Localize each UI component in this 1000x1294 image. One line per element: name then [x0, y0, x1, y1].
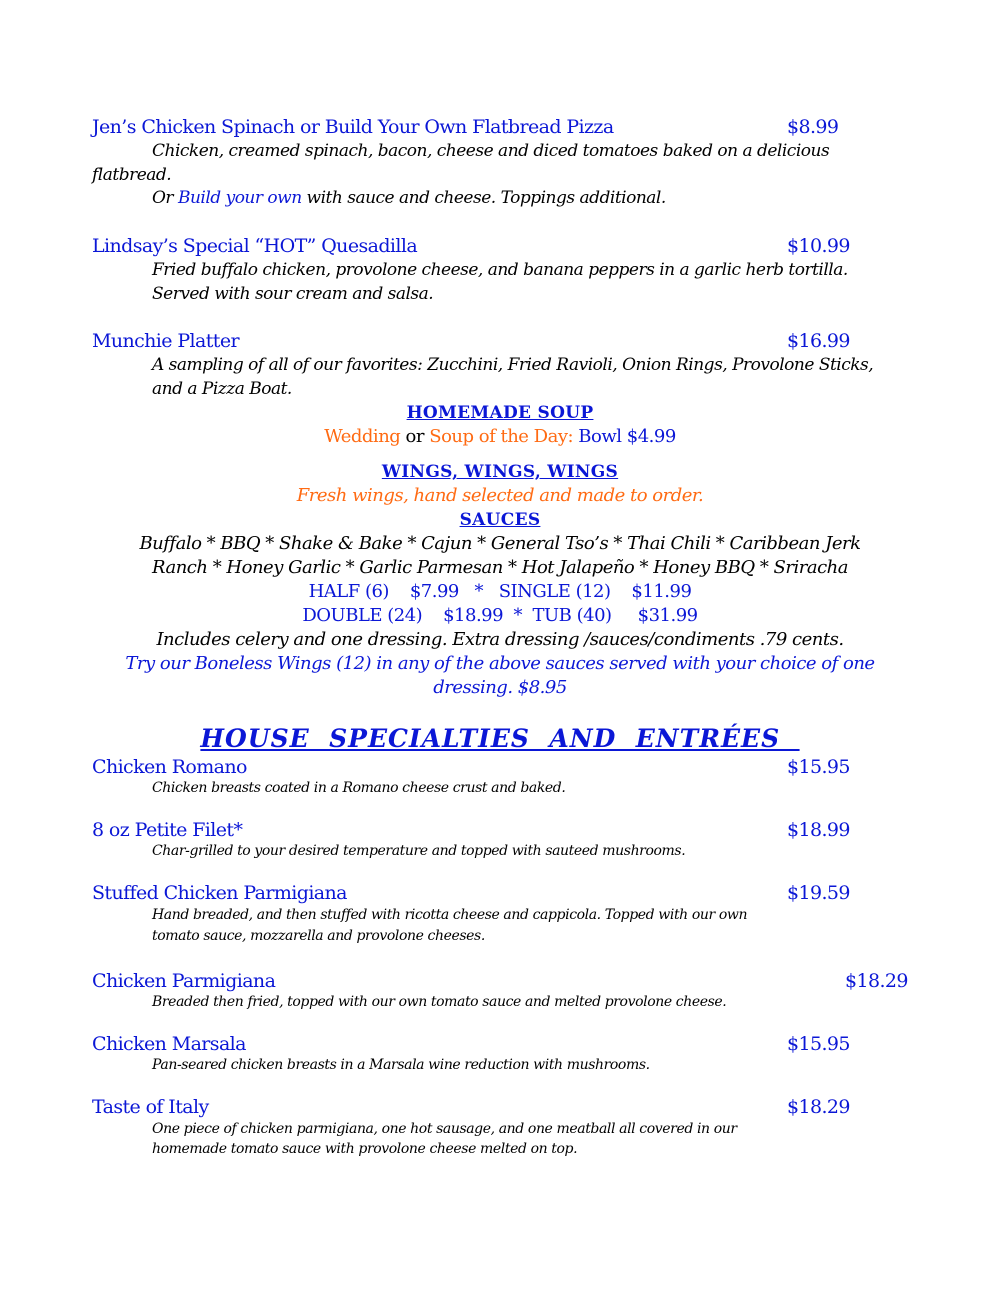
item-description: A sampling of all of our favorites: Zucchini, Fried Ravioli, Onion Rings, Provolone Sticks,	[152, 355, 874, 375]
soup-line	[0, 426, 1000, 447]
entree-price: $18.99	[787, 819, 850, 841]
item-description: flatbread.	[92, 165, 172, 185]
entree-price: $19.59	[787, 882, 850, 904]
boneless-wings: dressing. $8.95	[433, 677, 567, 698]
wings-tagline: Fresh wings, hand selected and made to order.	[296, 485, 704, 506]
entree-description: Pan-seared chicken breasts in a Marsala wine reduction with mushrooms.	[152, 1057, 650, 1073]
soup-option-day: Soup of the Day:	[429, 426, 574, 447]
item-description: Fried buffalo chicken, provolone cheese, and banana peppers in a garlic herb tortilla.	[152, 260, 848, 280]
wing-sizes: HALF (6) $7.99 * SINGLE (12) $11.99	[308, 581, 692, 602]
boneless-wings: Try our Boneless Wings (12) in any of the above sauces served with your choice of one	[125, 653, 875, 674]
entree-name: Chicken Marsala	[92, 1033, 246, 1055]
item-description: and a Pizza Boat.	[152, 379, 292, 399]
item-name: Jen’s Chicken Spinach or Build Your Own Flatbread Pizza	[92, 116, 614, 138]
soup-heading: HOMEMADE SOUP	[406, 403, 594, 423]
item-name: Lindsay’s Special “HOT” Quesadilla	[92, 235, 418, 257]
entree-price: $18.29	[787, 1096, 850, 1118]
wing-sizes: DOUBLE (24) $18.99 * TUB (40) $31.99	[302, 605, 698, 626]
entree-name: Stuffed Chicken Parmigiana	[92, 882, 347, 904]
sauces-list: Ranch * Honey Garlic * Garlic Parmesan * Hot Jalapeño * Honey BBQ * Sriracha	[152, 557, 848, 578]
item-name: Munchie Platter	[92, 330, 239, 352]
soup-option-wedding: Wedding	[324, 426, 401, 447]
entree-name: Chicken Parmigiana	[92, 970, 276, 992]
item-price: $10.99	[787, 235, 850, 257]
sauces-heading: SAUCES	[459, 510, 541, 530]
entree-description: Char-grilled to your desired temperature and topped with sauteed mushrooms.	[152, 843, 686, 859]
entree-description: Hand breaded, and then stuffed with ricotta cheese and cappicola. Topped with our own	[152, 907, 748, 923]
item-price: $16.99	[787, 330, 850, 352]
entree-description: One piece of chicken parmigiana, one hot sausage, and one meatball all covered in our	[152, 1121, 737, 1137]
wings-includes: Includes celery and one dressing. Extra dressing /sauces/condiments .79 cents.	[156, 629, 844, 650]
entree-name: Taste of Italy	[92, 1096, 209, 1118]
entree-price: $18.29	[845, 970, 908, 992]
entree-price: $15.95	[787, 1033, 850, 1055]
desc-prefix: Or	[152, 188, 174, 208]
item-description: Chicken, creamed spinach, bacon, cheese and diced tomatoes baked on a delicious	[152, 141, 830, 161]
item-description: Served with sour cream and salsa.	[152, 284, 434, 304]
sauces-list: Buffalo * BBQ * Shake & Bake * Cajun * General Tso’s * Thai Chili * Caribbean Jerk	[139, 533, 861, 554]
item-description	[152, 188, 666, 208]
entree-description: homemade tomato sauce with provolone cheese melted on top.	[152, 1141, 578, 1157]
item-price: $8.99	[787, 116, 839, 138]
entree-name: 8 oz Petite Filet*	[92, 819, 243, 841]
entree-description: tomato sauce, mozzarella and provolone cheeses.	[152, 928, 485, 944]
soup-or: or	[405, 426, 424, 447]
entree-price: $15.95	[787, 756, 850, 778]
entree-description: Chicken breasts coated in a Romano cheese crust and baked.	[152, 780, 566, 796]
desc-suffix: with sauce and cheese. Toppings additional.	[306, 188, 666, 208]
soup-bowl-price: Bowl $4.99	[578, 426, 676, 447]
build-your-own-text: Build your own	[177, 188, 302, 208]
entree-description: Breaded then fried, topped with our own tomato sauce and melted provolone cheese.	[152, 994, 727, 1010]
wings-heading: WINGS, WINGS, WINGS	[381, 462, 619, 482]
entree-name: Chicken Romano	[92, 756, 247, 778]
section-title: HOUSE SPECIALTIES AND ENTRÉES	[200, 724, 800, 753]
